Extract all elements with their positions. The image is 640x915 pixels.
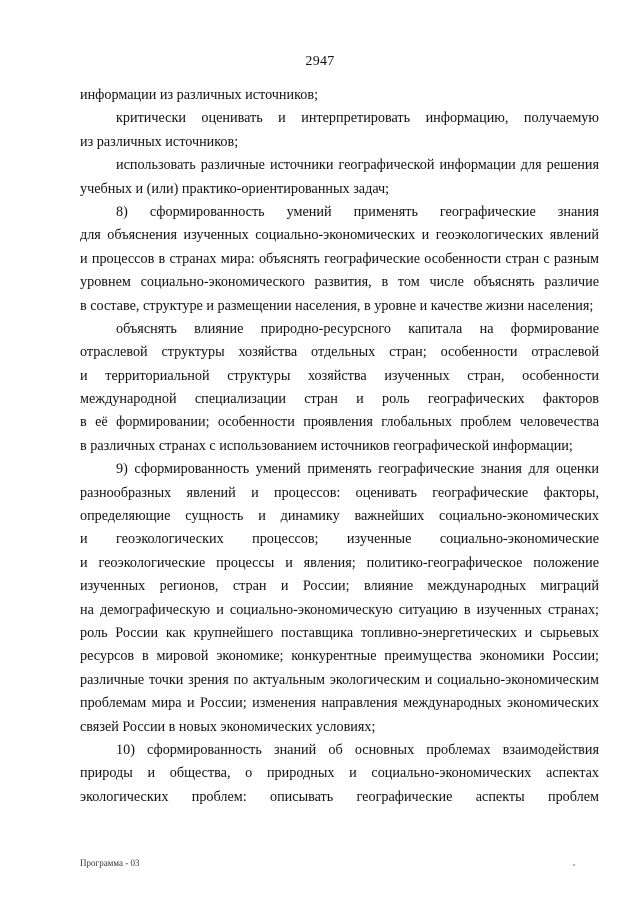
text-line: международной специализации стран и роль географических факторов	[80, 391, 599, 408]
text-line: 8) сформированность умений применять географические знания	[116, 203, 599, 220]
text-line: и геоэкологические процессы и явления; политико-географическое положение	[80, 554, 599, 571]
text-line: и геоэкологических процессов; изученные социально-экономические	[80, 531, 599, 548]
text-line: и территориальной структуры хозяйства изученных стран, особенности	[80, 367, 599, 384]
text-line: учебных и (или) практико-ориентированных задач;	[80, 180, 390, 197]
text-line: природы и общества, о природных и социально-экономических аспектах	[80, 765, 599, 782]
text-line: на демографическую и социально-экономическую ситуацию в изученных странах;	[80, 601, 599, 618]
text-line: использовать различные источники географической информации для решения	[116, 157, 599, 174]
text-line: отраслевой структуры хозяйства отдельных стран; особенности отраслевой	[80, 344, 599, 361]
text-line: уровнем социально-экономического развития, в том числе объяснять различие	[80, 274, 599, 291]
text-line: в составе, структуре и размещении населения, в уровне и качестве жизни населения;	[80, 297, 594, 314]
text-line: различные точки зрения по актуальным экологическим и социально-экономическим	[80, 671, 599, 688]
text-line: 10) сформированность знаний об основных проблемах взаимодействия	[116, 741, 599, 758]
text-line: определяющие сущность и динамику важнейших социально-экономических	[80, 508, 599, 525]
text-line: для объяснения изученных социально-экономических и геоэкологических явлений	[80, 227, 599, 244]
scan-speck	[573, 864, 575, 866]
text-line: связей России в новых экономических условиях;	[80, 718, 376, 735]
text-line: в различных странах с использованием источников географической информации;	[80, 437, 573, 454]
body-text	[80, 84, 599, 809]
text-line: ресурсов в мировой экономике; конкурентные преимущества экономики России;	[80, 648, 599, 665]
text-line: изученных регионов, стран и России; влияние международных миграций	[80, 578, 599, 595]
text-line: разнообразных явлений и процессов: оценивать географические факторы,	[80, 484, 599, 501]
text-line: и процессов в странах мира: объяснять географические особенности стран с разным	[80, 250, 599, 267]
text-line: из различных источников;	[80, 133, 239, 150]
text-line: информации из различных источников;	[80, 87, 319, 103]
text-line: экологических проблем: описывать географические аспекты проблем	[80, 788, 599, 805]
text-line: проблемам мира и России; изменения направления международных экономических	[80, 695, 599, 712]
footer-label: Программа - 03	[80, 858, 140, 868]
text-line: 9) сформированность умений применять географические знания для оценки	[116, 461, 599, 478]
text-line: роль России как крупнейшего поставщика топливно-энергетических и сырьевых	[80, 624, 599, 641]
text-line: объяснять влияние природно-ресурсного капитала на формирование	[116, 320, 599, 337]
text-line: критически оценивать и интерпретировать информацию, получаемую	[116, 110, 599, 127]
text-line: в её формировании; особенности проявления глобальных проблем человечества	[80, 414, 599, 431]
page-number: 2947	[305, 54, 335, 69]
